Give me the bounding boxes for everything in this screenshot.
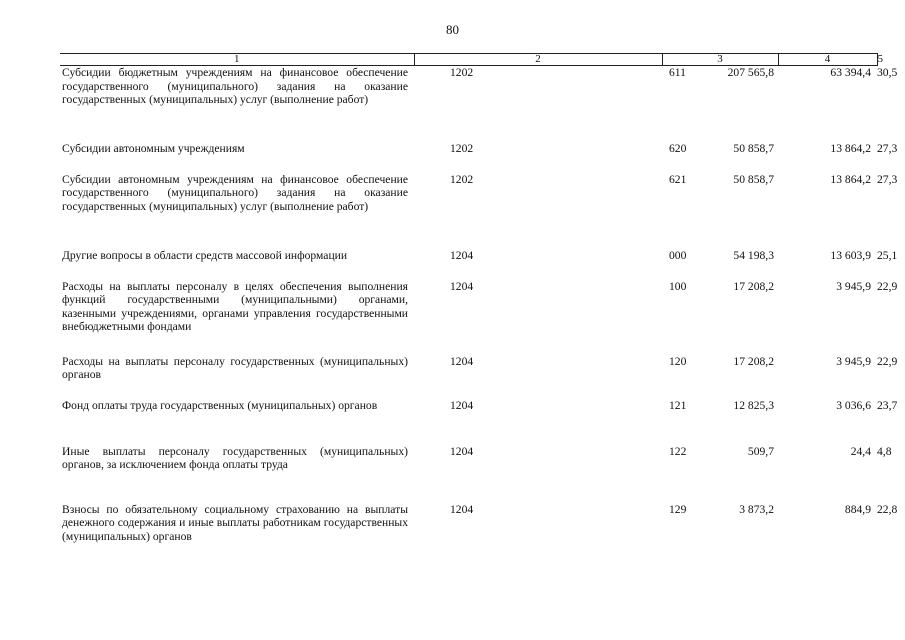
row-fact-amount: 13 864,2 [830, 172, 871, 186]
row-expense-type-code: 620 [669, 141, 687, 155]
row-plan-amount: 3 873,2 [739, 502, 774, 516]
row-fact-amount: 24,4 [850, 444, 871, 458]
row-plan-amount: 207 565,8 [727, 66, 774, 79]
column-header-4: 4 [778, 54, 877, 66]
row-section-code: 1204 [450, 279, 474, 293]
table-row: Иные выплаты персоналу государственных (муниципальных) органов, за исключением фонда оплаты труда 1204 122 509,7 24,4 4,8 [60, 445, 877, 503]
row-expense-type-code: 621 [669, 172, 687, 186]
row-section-code: 1204 [450, 444, 474, 458]
row-name: Субсидии автономным учреждениям [62, 141, 245, 155]
table-row: Субсидии бюджетным учреждениям на финансовое обеспечение государственного (муниципального) задания на оказание государственных (муниципальных) услуг (выполнение работ) 1202 611 207 565,8 63 394,4 30,5 [60, 66, 877, 142]
row-expense-type-code: 121 [669, 398, 687, 412]
row-plan-amount: 17 208,2 [733, 354, 774, 368]
table-row: Субсидии автономным учреждениям 1202 620 50 858,7 13 864,2 27,3 [60, 142, 877, 173]
table-row: Фонд оплаты труда государственных (муниципальных) органов 1204 121 12 825,3 3 036,6 23,7 [60, 399, 877, 445]
row-fact-amount: 3 036,6 [836, 398, 871, 412]
row-fact-amount: 3 945,9 [836, 354, 871, 368]
row-expense-type-code: 129 [669, 502, 687, 516]
row-section-code: 1202 [450, 172, 474, 186]
row-name: Другие вопросы в области средств массовой информации [62, 248, 348, 262]
table-row: Расходы на выплаты персоналу государственных (муниципальных) органов 1204 120 17 208,2 3 945,9 22,9 [60, 355, 877, 399]
row-name: Взносы по обязательному социальному страхованию на выплаты денежного содержания и иные выплаты работникам государственных (муниципальных) органов [62, 502, 408, 543]
row-expense-type-code: 122 [669, 444, 687, 458]
row-section-code: 1204 [450, 354, 474, 368]
table-header-row: 1 2 3 4 5 [60, 54, 877, 66]
row-fact-amount: 13 864,2 [830, 141, 871, 155]
row-section-code: 1204 [450, 248, 474, 262]
row-fact-amount: 884,9 [844, 502, 871, 516]
row-section-code: 1202 [450, 66, 474, 79]
row-fact-amount: 63 394,4 [830, 66, 871, 79]
row-section-code: 1202 [450, 141, 474, 155]
table-row: Расходы на выплаты персоналу в целях обеспечения выполнения функций государственными (муниципальными) органами, казенными учреждениями, органами управления государственными внебюджетными фондами 1204 100 17 208,2 3 945,9 22,9 [60, 280, 877, 355]
budget-table [60, 53, 898, 547]
row-section-code: 1204 [450, 398, 474, 412]
row-fact-amount: 3 945,9 [836, 279, 871, 293]
row-plan-amount: 50 858,7 [733, 172, 774, 186]
row-expense-type-code: 100 [669, 279, 687, 293]
row-plan-amount: 12 825,3 [733, 398, 774, 412]
table-row: Взносы по обязательному социальному страхованию на выплаты денежного содержания и иные выплаты работникам государственных (муниципальных) органов 1204 129 3 873,2 884,9 22,8 [60, 503, 877, 547]
table-row: Субсидии автономным учреждениям на финансовое обеспечение государственного (муниципального) задания на оказание государственных (муниципальных) услуг (выполнение работ) 1202 621 50 858,7 13 864,2 27,3 [60, 173, 877, 249]
row-name: Расходы на выплаты персоналу государственных (муниципальных) органов [62, 354, 408, 382]
page-number: 80 [446, 22, 459, 37]
column-header-3: 3 [662, 54, 778, 66]
row-plan-amount: 17 208,2 [733, 279, 774, 293]
row-plan-amount: 54 198,3 [733, 248, 774, 262]
row-fact-amount: 13 603,9 [830, 248, 871, 262]
row-name: Иные выплаты персоналу государственных (муниципальных) органов, за исключением фонда оплаты труда [62, 444, 408, 472]
row-name: Субсидии бюджетным учреждениям на финансовое обеспечение государственного (муниципального) задания на оказание государственных (муниципальных) услуг (выполнение работ) [62, 66, 408, 107]
row-expense-type-code: 611 [669, 66, 686, 79]
row-expense-type-code: 120 [669, 354, 687, 368]
row-expense-type-code: 000 [669, 248, 687, 262]
row-name: Расходы на выплаты персоналу в целях обеспечения выполнения функций государственными (муниципальными) органами, казенными учреждениями, органами управления государственными внебюджетными фондами [62, 279, 408, 334]
table-row: Другие вопросы в области средств массовой информации 1204 000 54 198,3 13 603,9 25,1 [60, 249, 877, 280]
row-name: Фонд оплаты труда государственных (муниципальных) органов [62, 398, 378, 412]
column-header-1: 1 [60, 54, 414, 66]
row-plan-amount: 50 858,7 [733, 141, 774, 155]
row-section-code: 1204 [450, 502, 474, 516]
row-plan-amount: 509,7 [747, 444, 774, 458]
row-name: Субсидии автономным учреждениям на финансовое обеспечение государственного (муниципального) задания на оказание государственных (муниципальных) услуг (выполнение работ) [62, 172, 408, 213]
column-header-2: 2 [414, 54, 662, 66]
